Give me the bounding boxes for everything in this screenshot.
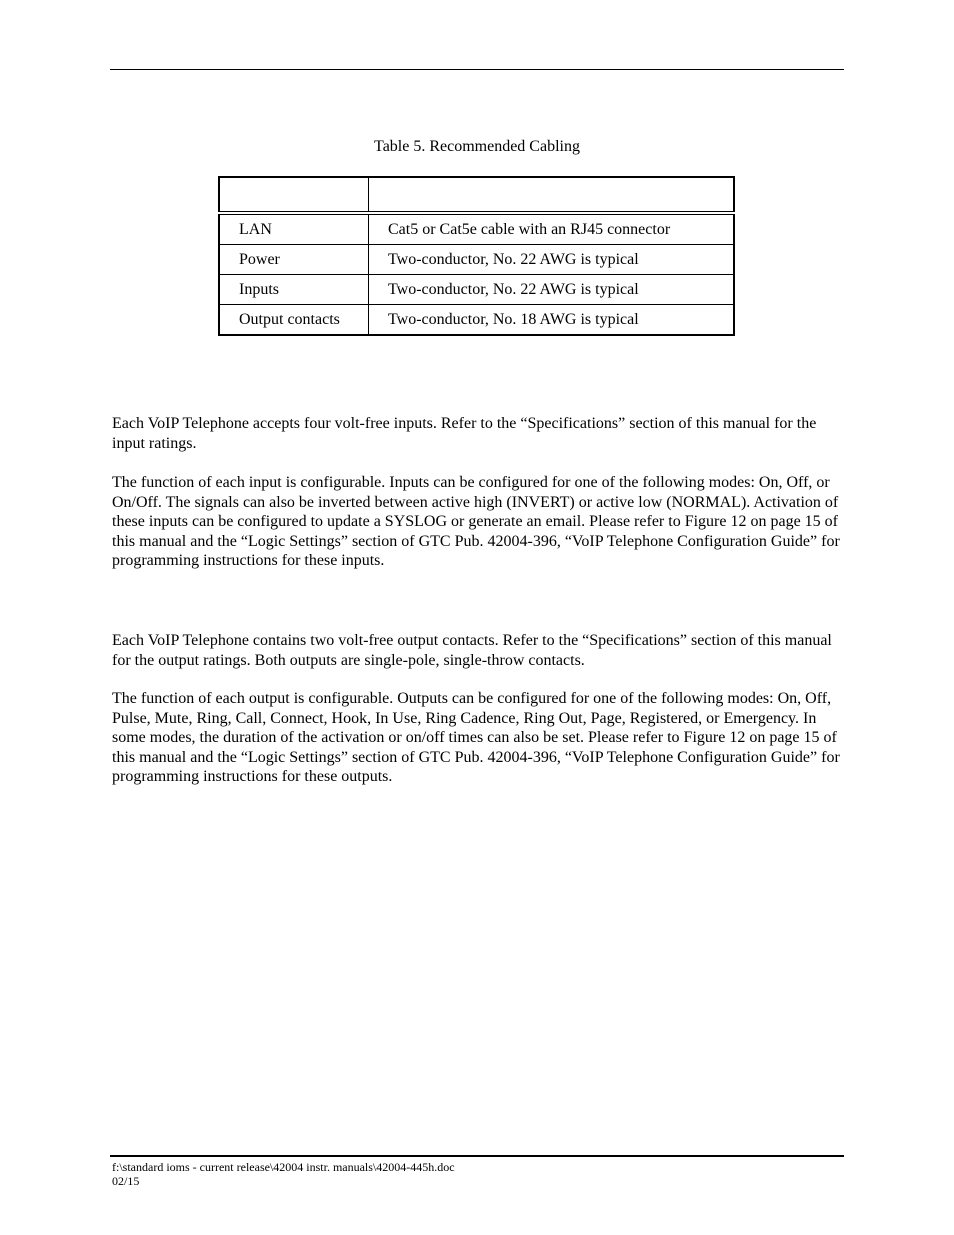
table-cell-type: Inputs xyxy=(219,275,369,305)
table-cell-type: Output contacts xyxy=(219,305,369,336)
table-header-row xyxy=(219,177,734,213)
header-rule xyxy=(110,69,844,70)
footer-date: 02/15 xyxy=(112,1174,140,1188)
recommended-cabling-table xyxy=(218,176,735,336)
footer-file-path: f:\standard ioms - current release\42004 instr. manuals\42004-445h.doc xyxy=(112,1160,455,1174)
table-caption: Table 5. Recommended Cabling xyxy=(374,138,580,155)
table-row xyxy=(219,213,734,245)
inputs-function-paragraph: The function of each input is configurable. Inputs can be configured for one of the following modes: On, Off, or On/Off. The signals can also be inverted between active high (INVERT) or active low (NORMAL). Activation of these inputs can be configured to update a SYSLOG or generate an email. Please refer to Figure 12 on page 15 of this manual and the “Logic Settings” section of GTC Pub. 42004-396, “VoIP Telephone Configuration Guide” for programming instructions for these inputs. xyxy=(112,474,840,570)
inputs-intro-paragraph: Each VoIP Telephone accepts four volt-free inputs. Refer to the “Specifications” section of this manual for the input ratings. xyxy=(112,415,817,452)
table-cell-cable: Two-conductor, No. 22 AWG is typical xyxy=(369,245,735,275)
table-cell-type: LAN xyxy=(219,213,369,245)
outputs-function-paragraph: The function of each output is configurable. Outputs can be configured for one of the following modes: On, Off, Pulse, Mute, Ring, Call, Connect, Hook, In Use, Ring Cadence, Ring Out, Page, Registered, or Emergency. In some modes, the duration of the activation or on/off times can also be set. Please refer to Figure 12 on page 15 of this manual and the “Logic Settings” section of GTC Pub. 42004-396, “VoIP Telephone Configuration Guide” for programming instructions for these outputs. xyxy=(112,690,840,786)
table-cell-cable: Two-conductor, No. 18 AWG is typical xyxy=(369,305,735,336)
table-row xyxy=(219,305,734,336)
table-cell-cable: Cat5 or Cat5e cable with an RJ45 connector xyxy=(369,213,735,245)
table-header-cell-type xyxy=(219,177,369,213)
footer-rule xyxy=(110,1155,844,1157)
outputs-intro-paragraph: Each VoIP Telephone contains two volt-free output contacts. Refer to the “Specifications” section of this manual for the output ratings. Both outputs are single-pole, single-throw contacts. xyxy=(112,632,832,669)
table-header-cell-cable xyxy=(369,177,735,213)
table-row xyxy=(219,275,734,305)
table-cell-type: Power xyxy=(219,245,369,275)
table-cell-cable: Two-conductor, No. 22 AWG is typical xyxy=(369,275,735,305)
table-row xyxy=(219,245,734,275)
